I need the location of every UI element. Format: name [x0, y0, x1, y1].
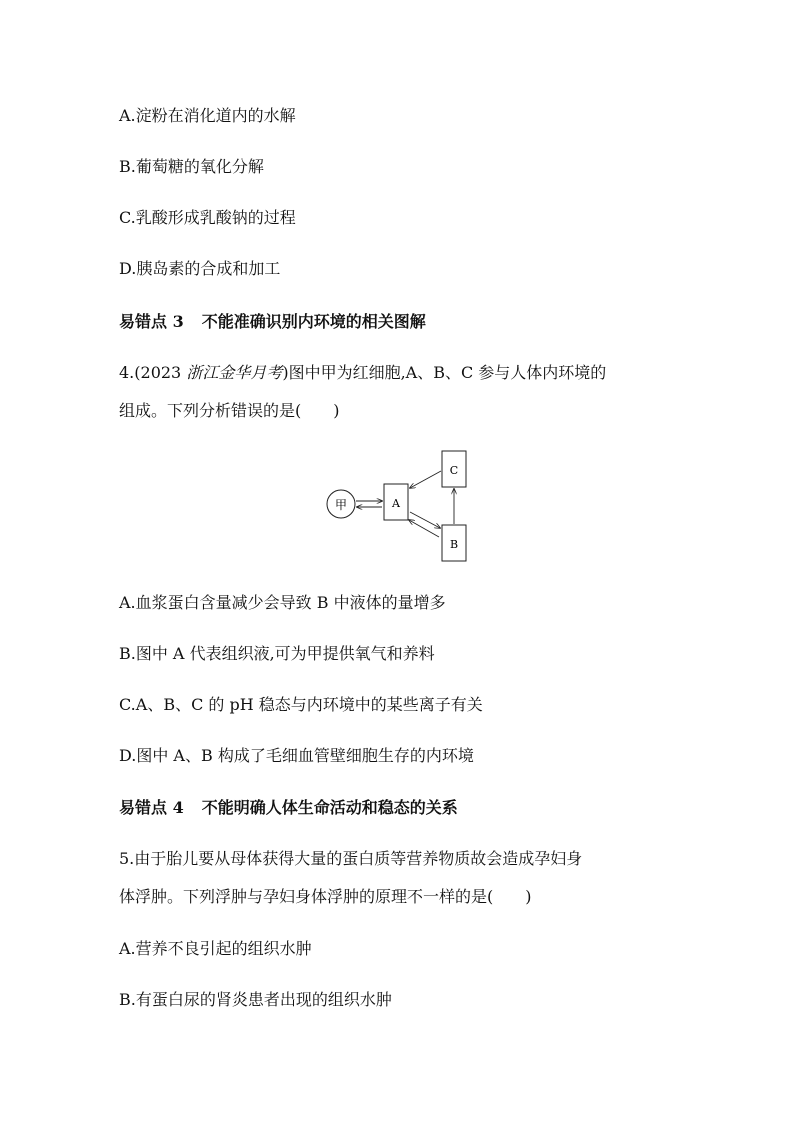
arrow-b-to-a: [409, 520, 439, 537]
section-title: 不能准确识别内环境的相关图解: [201, 312, 426, 331]
section-heading-4: [119, 797, 458, 819]
q4-option-d: D.图中 A、B 构成了毛细血管壁细胞生存的内环境: [119, 746, 474, 765]
section-title: 不能明确人体生命活动和稳态的关系: [201, 798, 458, 817]
body-fluid-diagram: [320, 446, 480, 566]
node-label-jia: 甲: [334, 498, 348, 512]
node-label-b: B: [449, 538, 459, 551]
q3-option-b: B.葡萄糖的氧化分解: [119, 157, 264, 176]
section-label: 易错点 4: [119, 798, 184, 817]
q3-option-c: C.乳酸形成乳酸钠的过程: [119, 208, 296, 227]
q4-source: 浙江金华月考: [181, 363, 283, 382]
q4-option-a: A.血浆蛋白含量减少会导致 B 中液体的量增多: [119, 593, 446, 612]
q4-option-c: C.A、B、C 的 pH 稳态与内环境中的某些离子有关: [119, 695, 483, 714]
arrow-a-to-b: [410, 512, 440, 528]
q5-option-b: B.有蛋白尿的肾炎患者出现的组织水肿: [119, 990, 392, 1009]
node-b-box: [442, 525, 466, 561]
arrow-c-to-a: [410, 471, 441, 488]
q3-option-a: A.淀粉在消化道内的水解: [119, 106, 296, 125]
section-label: 易错点 3: [119, 312, 184, 331]
node-label-a: A: [392, 497, 400, 510]
q4-number: 4.(: [119, 363, 141, 382]
node-a-box: [384, 484, 408, 520]
q4-stem-line2: 组成。下列分析错误的是( ): [119, 401, 340, 420]
q5-option-a: A.营养不良引起的组织水肿: [119, 939, 312, 958]
q4-year: 2023: [140, 363, 182, 382]
q4-option-b: B.图中 A 代表组织液,可为甲提供氧气和养料: [119, 644, 435, 663]
node-c-box: [442, 451, 466, 487]
q3-option-d: D.胰岛素的合成和加工: [119, 259, 281, 278]
q5-stem-line1: 5.由于胎儿要从母体获得大量的蛋白质等营养物质故会造成孕妇身: [119, 849, 583, 868]
red-blood-cell-node: [327, 490, 355, 518]
q4-stem-rest: )图中甲为红细胞,A、B、C 参与人体内环境的: [282, 363, 607, 382]
q4-stem-line1: [119, 362, 606, 384]
node-label-c: C: [449, 464, 459, 477]
q5-stem-line2: 体浮肿。下列浮肿与孕妇身体浮肿的原理不一样的是( ): [119, 887, 532, 906]
section-heading-3: [119, 311, 426, 333]
